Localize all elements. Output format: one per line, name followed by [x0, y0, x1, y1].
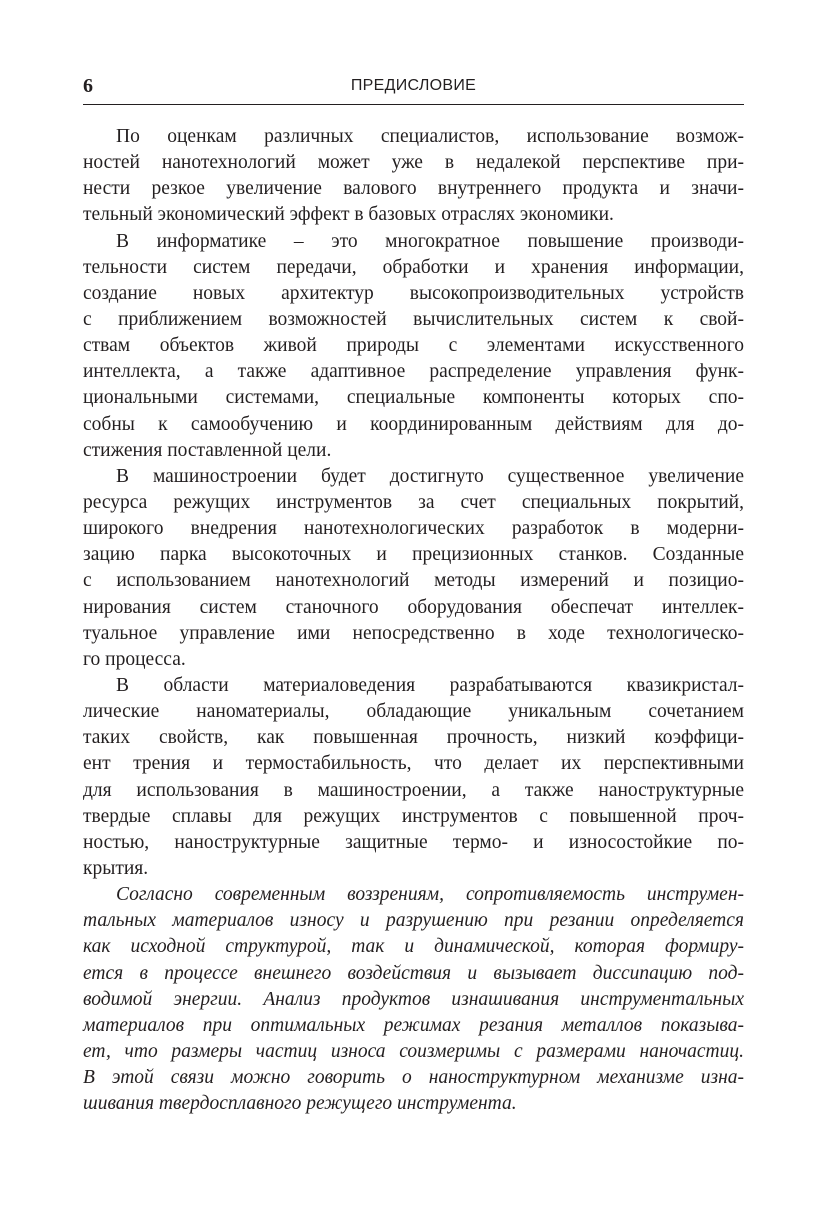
- running-title: ПРЕДИСЛОВИЕ: [350, 77, 477, 94]
- text-line: В машиностроении будет достигнуто существенное увеличение: [116, 465, 744, 487]
- text-line: ет, что размеры частиц износа соизмеримы с размерами наночастиц.: [83, 1040, 744, 1062]
- text-line: твердые сплавы для режущих инструментов с повышенной проч-: [83, 805, 744, 827]
- paragraph-1: [83, 124, 744, 229]
- text-line: циональными системами, специальные компоненты которых спо-: [83, 387, 744, 409]
- page-number: 6: [83, 75, 93, 97]
- text-line: В этой связи можно говорить о наноструктурном механизме изна-: [83, 1067, 744, 1089]
- paragraph-5-italic: [83, 882, 744, 1117]
- text-line: собны к самообучению и координированным действиям для до-: [83, 413, 744, 435]
- text-line: тальных материалов износу и разрушению при резании определяется: [83, 910, 744, 932]
- header-rule: [83, 104, 744, 105]
- text-line: ствам объектов живой природы с элементами искусственного: [83, 335, 744, 357]
- text-line: с использованием нанотехнологий методы измерений и позицио-: [83, 570, 744, 592]
- text-line: В области материаловедения разрабатываются квазикристал-: [116, 674, 744, 696]
- text-line: с приближением возможностей вычислительных систем к свой-: [83, 308, 744, 330]
- paragraph-2: [83, 229, 744, 464]
- text-line: ется в процессе внешнего воздействия и вызывает диссипацию под-: [83, 962, 744, 984]
- text-line: ностей нанотехнологий может уже в недалекой перспективе при-: [83, 152, 744, 174]
- text-line: Согласно современным воззрениям, сопротивляемость инструмен-: [116, 884, 744, 906]
- text-line: ент трения и термостабильность, что делает их перспективными: [83, 753, 744, 775]
- text-line: По оценкам различных специалистов, использование возмож-: [116, 126, 744, 147]
- text-line: шивания твердосплавного режущего инструмента.: [83, 1093, 517, 1115]
- text-line: В информатике – это многократное повышение производи-: [116, 230, 744, 252]
- text-line: тельности систем передачи, обработки и хранения информации,: [83, 256, 744, 278]
- paragraph-4: [83, 673, 744, 882]
- text-line: таких свойств, как повышенная прочность, низкий коэффици-: [83, 727, 744, 749]
- text-line: ностью, наноструктурные защитные термо- и износостойкие по-: [83, 831, 744, 853]
- text-line: го процесса.: [83, 648, 186, 670]
- text-line: как исходной структурой, так и динамической, которая формиру-: [83, 936, 744, 958]
- text-line: водимой энергии. Анализ продуктов изнашивания инструментальных: [83, 988, 744, 1010]
- text-line: интеллекта, а также адаптивное распределение управления функ-: [83, 361, 744, 383]
- body-text: [83, 124, 744, 1117]
- text-line: для использования в машиностроении, а также наноструктурные: [83, 779, 744, 801]
- text-line: зацию парка высокоточных и прецизионных станков. Созданные: [83, 544, 744, 566]
- text-line: крытия.: [83, 857, 149, 879]
- text-line: стижения поставленной цели.: [83, 439, 332, 461]
- paragraph-3: [83, 464, 744, 673]
- text-line: широкого внедрения нанотехнологических разработок в модерни-: [83, 518, 744, 540]
- text-line: создание новых архитектур высокопроизводительных устройств: [83, 282, 744, 304]
- text-line: тельный экономический эффект в базовых отраслях экономики.: [83, 204, 614, 226]
- text-line: туальное управление ими непосредственно в ходе технологическо-: [83, 622, 744, 644]
- running-head: [83, 72, 744, 104]
- text-line: материалов при оптимальных режимах резания металлов показыва-: [83, 1014, 744, 1036]
- text-line: нирования систем станочного оборудования обеспечат интеллек-: [83, 596, 744, 618]
- text-line: нести резкое увеличение валового внутреннего продукта и значи-: [83, 178, 744, 200]
- text-line: лические наноматериалы, обладающие уникальным сочетанием: [83, 701, 744, 723]
- text-line: ресурса режущих инструментов за счет специальных покрытий,: [83, 491, 744, 513]
